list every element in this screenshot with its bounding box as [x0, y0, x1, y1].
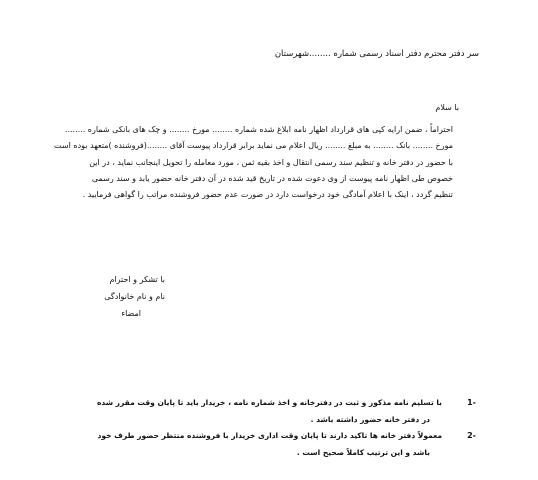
body-line-2: مورخ ........ بانک ........ به مبلغ ........ ریال اعلام می نماید برابر قرارداد پیوست آقای ........(فروشنده )متعهد بوده است — [54, 141, 453, 150]
body-line-5: تنظیم گردد ، اینک با اعلام آمادگی خود درخواست دارد در صورت عدم حضور فروشنده مراتب را گواهی فرمایید . — [82, 190, 453, 199]
body-line-3: با حضور در دفتر خانه و تنظیم سند رسمی انتقال و اخذ بقیه ثمن ، مورد معامله را تحویل اینجانب نماید ، در این — [89, 158, 453, 167]
letter-header: سر دفتر محترم دفتر اسناد رسمی شماره ........شهرستان — [274, 49, 479, 59]
greeting: با سلام — [435, 103, 459, 112]
closing-signature: امضاء — [121, 309, 141, 318]
body-line-4: خصوص طی اظهار نامه پیوست از وی دعوت شده در تاریخ قید شده در آن دفتر خانه حضور یابد و سند رسمی — [91, 174, 453, 183]
note-1-line-1: با تسلیم نامه مذکور و ثبت در دفترخانه و اخذ شماره نامه ، خریدار باید تا پایان وقت مقرر شده — [96, 398, 442, 407]
note-2-line-2: باشد و این ترتیب کاملاً صحیح است . — [296, 448, 430, 457]
closing-name: نام و نام خانوادگی — [104, 292, 165, 301]
closing-thanks: با تشکر و احترام — [109, 275, 165, 284]
body-line-1: احتراماً ، ضمن ارایه کپی های قرارداد اظهار نامه ابلاغ شده شماره ........ مورخ ........ و چک های بانکی شماره ........ — [64, 125, 453, 134]
note-number-1: 1- — [467, 398, 476, 407]
note-2-line-1: معمولاً دفتر خانه ها تاکید دارند تا پایان وقت اداری خریدار با فروشنده منتظر حضور طرف خود — [97, 431, 442, 440]
note-1-line-2: در دفتر خانه حضور داشته باشد . — [310, 415, 430, 424]
note-number-2: 2- — [467, 431, 476, 440]
